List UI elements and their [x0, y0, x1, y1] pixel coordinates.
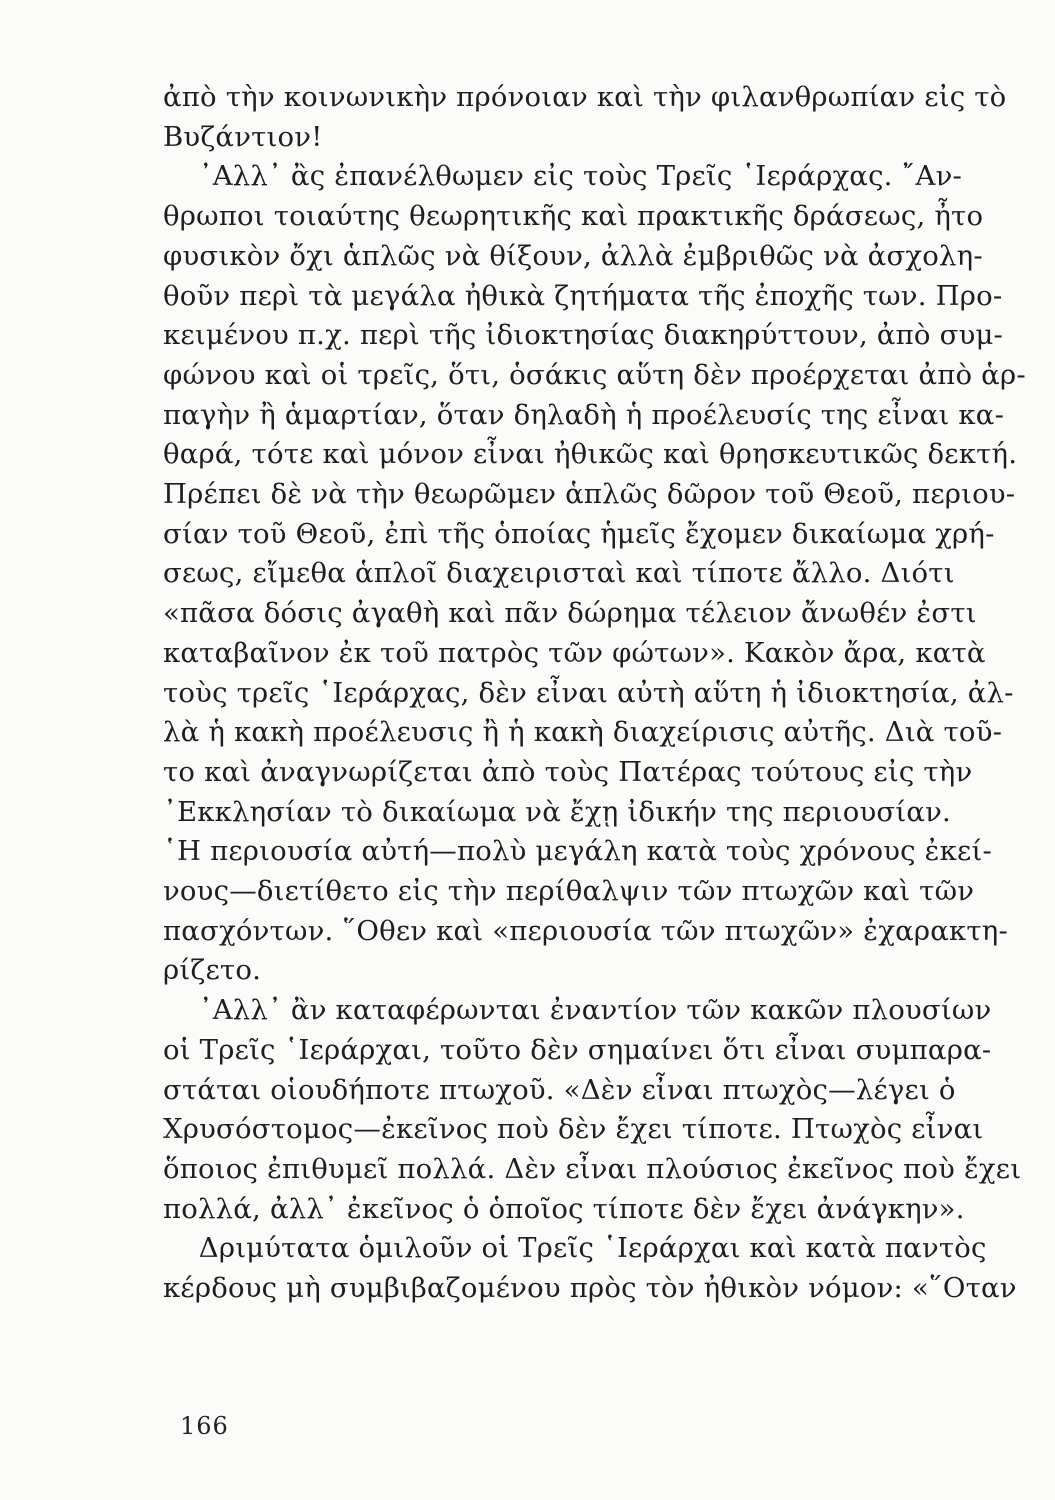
text-line: πολλά, ἀλλ᾿ ἐκεῖνος ὁ ὁποῖος τίποτε δὲν ἔχει ἀνάγκην». [163, 1192, 965, 1225]
text-line: κειμένου π.χ. περὶ τῆς ἰδιοκτησίας διακηρύττουν, ἀπὸ συμ- [163, 319, 1004, 352]
page-number: 166 [180, 1412, 229, 1440]
text-line: τοὺς τρεῖς ῾Ιεράρχας, δὲν εἶναι αὐτὴ αὕτη ἡ ἰδιοκτησία, ἀλ- [163, 676, 1014, 709]
text-line: σεως, εἴμεθα ἁπλοῖ διαχειρισταὶ καὶ τίποτε ἄλλο. Διότι [163, 557, 955, 590]
text-line: Βυζάντιον! [163, 120, 323, 153]
text-line: παγὴν ἢ ἁμαρτίαν, ὅταν δηλαδὴ ἡ προέλευσίς της εἶναι κα- [163, 398, 1005, 431]
text-line: σίαν τοῦ Θεοῦ, ἐπὶ τῆς ὁποίας ἡμεῖς ἔχομεν δικαίωμα χρή- [163, 517, 995, 550]
text-line: κέρδους μὴ συμβιβαζομένου πρὸς τὸν ἠθικὸν νόμον: «῞Οταν [163, 1272, 1017, 1305]
text-line: οἱ Τρεῖς ῾Ιεράρχαι, τοῦτο δὲν σημαίνει ὅτι εἶναι συμπαρα- [163, 1033, 992, 1066]
text-line: το καὶ ἀναγνωρίζεται ἀπὸ τοὺς Πατέρας τούτους εἰς τὴν [163, 755, 973, 788]
text-line: στάται οἱουδήποτε πτωχοῦ. «Δὲν εἶναι πτωχὸς—λέγει ὁ [163, 1073, 956, 1106]
text-line: θρωποι τοιαύτης θεωρητικῆς καὶ πρακτικῆς δράσεως, ἦτο [163, 200, 984, 233]
text-line: ῾Η περιουσία αὐτή—πολὺ μεγάλη κατὰ τοὺς χρόνους ἐκεί- [163, 835, 992, 868]
text-line: ᾿Αλλ᾿ ἂν καταφέρωνται ἐναντίον τῶν κακῶν πλουσίων [163, 994, 992, 1027]
body-text [163, 78, 1025, 1309]
text-line: θοῦν περὶ τὰ μεγάλα ἠθικὰ ζητήματα τῆς ἐποχῆς των. Προ- [163, 279, 1003, 312]
text-line: φώνου καὶ οἱ τρεῖς, ὅτι, ὁσάκις αὕτη δὲν προέρχεται ἀπὸ ἁρ- [163, 358, 1026, 391]
text-line: ᾿Εκκλησίαν τὸ δικαίωμα νὰ ἔχῃ ἰδικήν της περιουσίαν. [163, 795, 951, 828]
text-line: ᾿Αλλ᾿ ἂς ἐπανέλθωμεν εἰς τοὺς Τρεῖς ῾Ιεράρχας. ῎Αν- [163, 160, 962, 193]
text-line: Χρυσόστομος—ἐκεῖνος ποὺ δὲν ἔχει τίποτε. Πτωχὸς εἶναι [163, 1113, 984, 1146]
text-line: λὰ ἡ κακὴ προέλευσις ἢ ἡ κακὴ διαχείρισις αὐτῆς. Διὰ τοῦ- [163, 716, 1003, 749]
text-line: ὅποιος ἐπιθυμεῖ πολλά. Δὲν εἶναι πλούσιος ἐκεῖνος ποὺ ἔχει [163, 1152, 1022, 1185]
text-line: Πρέπει δὲ νὰ τὴν θεωρῶμεν ἁπλῶς δῶρον τοῦ Θεοῦ, περιου- [163, 478, 1016, 511]
text-line: ἀπὸ τὴν κοινωνικὴν πρόνοιαν καὶ τὴν φιλανθρωπίαν εἰς τὸ [163, 81, 1007, 113]
text-line: πασχόντων. ῞Οθεν καὶ «περιουσία τῶν πτωχῶν» ἐχαρακτη- [163, 914, 1008, 947]
text-line: φυσικὸν ὄχι ἁπλῶς νὰ θίξουν, ἀλλὰ ἐμβριθῶς νὰ ἀσχολη- [163, 239, 983, 272]
text-line: «πᾶσα δόσις ἀγαθὴ καὶ πᾶν δώρημα τέλειον ἄνωθέν ἐστι [163, 597, 977, 630]
text-line: ρίζετο. [163, 954, 262, 987]
text-line: Δριμύτατα ὁμιλοῦν οἱ Τρεῖς ῾Ιεράρχαι καὶ κατὰ παντὸς [163, 1232, 987, 1265]
text-line: νους—διετίθετο εἰς τὴν περίθαλψιν τῶν πτωχῶν καὶ τῶν [163, 875, 975, 908]
text-line: καταβαῖνον ἐκ τοῦ πατρὸς τῶν φώτων». Κακὸν ἄρα, κατὰ [163, 636, 986, 669]
text-line: θαρά, τότε καὶ μόνον εἶναι ἠθικῶς καὶ θρησκευτικῶς δεκτή. [163, 438, 1018, 471]
